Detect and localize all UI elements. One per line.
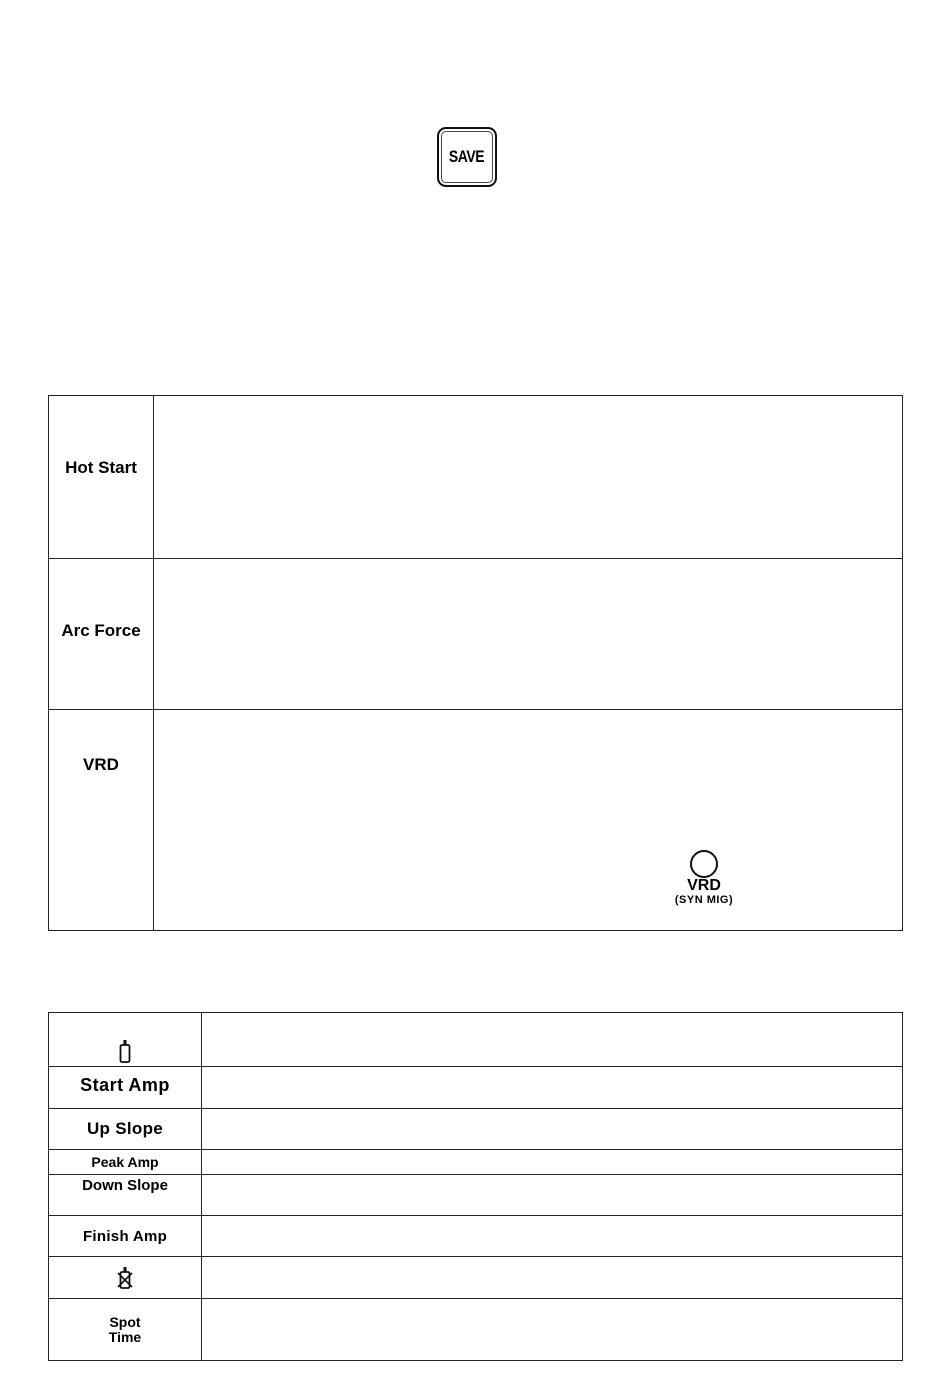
finish-amp-label: Finish Amp <box>82 1227 168 1245</box>
table-row-hot-start <box>49 396 903 559</box>
label-cell-arc-force <box>49 559 154 709</box>
peak-amp-label: Peak Amp <box>91 1154 159 1170</box>
label-cell-up-slope <box>49 1109 202 1150</box>
label-cell-pre-flow <box>49 1013 202 1067</box>
vrd-indicator-sublabel: (SYN MIG) <box>674 893 734 906</box>
table-row-finish-amp <box>49 1216 903 1257</box>
description-cell-peak-amp <box>202 1150 903 1175</box>
description-cell-finish-amp <box>202 1216 903 1257</box>
function-table-1 <box>48 395 903 931</box>
label-cell-hot-start <box>49 396 154 559</box>
table-row-spot-time <box>49 1299 903 1361</box>
description-cell-start-amp <box>202 1067 903 1109</box>
description-cell-arc-force <box>154 559 903 709</box>
table-row-peak-amp <box>49 1150 903 1175</box>
label-cell-spot-time <box>49 1299 202 1361</box>
description-cell-hot-start <box>154 396 903 559</box>
up-slope-label: Up Slope <box>86 1119 164 1138</box>
save-key-label: SAVE <box>449 147 485 166</box>
label-cell-vrd <box>49 709 154 930</box>
vrd-indicator-light-icon <box>690 850 718 878</box>
down-slope-label: Down Slope <box>82 1177 168 1194</box>
description-cell-vrd <box>154 709 903 930</box>
gas-cylinder-icon <box>118 1038 132 1064</box>
table-row-post-flow <box>49 1257 903 1299</box>
table-row-up-slope <box>49 1109 903 1150</box>
post-flow-cylinder-icon <box>116 1266 134 1290</box>
table-row-start-amp <box>49 1067 903 1109</box>
spot-time-label-line2: Time <box>108 1328 142 1345</box>
vrd-indicator <box>668 850 740 907</box>
label-cell-peak-amp <box>49 1150 202 1175</box>
function-table-2 <box>48 1012 903 1361</box>
description-cell-up-slope <box>202 1109 903 1150</box>
table-row-down-slope <box>49 1175 903 1216</box>
label-cell-post-flow <box>49 1257 202 1299</box>
description-cell-down-slope <box>202 1175 903 1216</box>
description-cell-spot-time <box>202 1299 903 1361</box>
label-cell-finish-amp <box>49 1216 202 1257</box>
table-row-arc-force <box>49 559 903 709</box>
label-cell-start-amp <box>49 1067 202 1109</box>
arc-force-label: Arc Force <box>61 621 141 641</box>
vrd-label: VRD <box>83 754 119 774</box>
save-key-icon <box>437 127 497 187</box>
vrd-indicator-label: VRD <box>687 876 721 894</box>
table-row-pre-flow <box>49 1013 903 1067</box>
start-amp-label: Start Amp <box>80 1075 170 1095</box>
description-cell-pre-flow <box>202 1013 903 1067</box>
hot-start-label: Hot Start <box>65 458 137 477</box>
spot-time-label-line1: Spot <box>109 1313 141 1330</box>
description-cell-post-flow <box>202 1257 903 1299</box>
label-cell-down-slope <box>49 1175 202 1216</box>
table-row-vrd <box>49 709 903 930</box>
